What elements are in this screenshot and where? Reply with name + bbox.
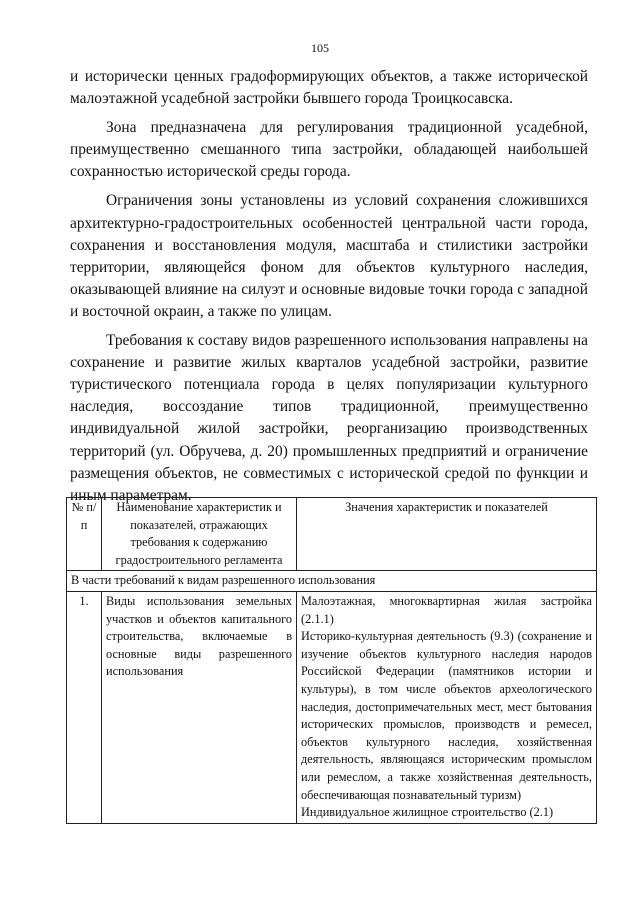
header-name: Наименование характеристик и показателей, отражающих требования к содержанию градостроительного регламента [102,498,297,571]
paragraph-3: Ограничения зоны установлены из условий сохранения сложившихся архитектурно-градостроительных особенностей центральной части города, сохранения и восстановления модуля, масштаба и стилистики застройки территории, являющейся фоном для объектов культурного наследия, оказывающей влияние на силуэт и основные видовые точки города с западной и восточной окраин, а также по улицам. [70,192,588,320]
table-header-row [67,498,597,571]
regulation-table [66,497,597,824]
header-num: № п/п [67,498,102,571]
document-body [70,66,588,514]
page-number: 105 [311,41,329,55]
table-section-row [67,571,597,592]
row-values [297,591,597,823]
paragraph-2: Зона предназначена для регулирования традиционной усадебной, преимущественно смешанного типа застройки, обладающей наибольшей сохранностью исторической среды города. [70,119,588,181]
row-name: Виды использования земельных участков и объектов капитального строительства, включаемые в основные виды разрешенного использования [102,591,297,823]
paragraph-1: и исторически ценных градоформирующих объектов, а также исторической малоэтажной усадебной застройки бывшего города Троицкосавска. [70,68,588,108]
paragraph-4: Требования к составу видов разрешенного использования направлены на сохранение и развитие жилых кварталов усадебной застройки, развитие туристического потенциала города в целях популяризации культурного наследия, воссоздание типов традиционной, преимущественно индивидуальной жилой застройки, реорганизацию производственных территорий (ул. Обручева, д. 20) промышленных предприятий и ограничение размещения объектов, не совместимых с исторической средой по функции и иным параметрам. [70,332,588,504]
header-values: Значения характеристик и показателей [297,498,597,571]
section-title: В части требований к видам разрешенного использования [67,571,597,592]
value-item: Историко-культурная деятельность (9.3) (сохранение и изучение объектов культурного наследия народов Российской Федерации (памятников истории и культуры), в том числе объектов археологического наследия, достопримечательных мест, мест бытования исторических промыслов, производств и ремесел, объектов культурного наследия, хозяйственная деятельность, являющаяся историческим промыслом или ремеслом, а также хозяйственная деятельность, обеспечивающая познавательный туризм) [301,629,592,802]
value-item: Малоэтажная, многоквартирная жилая застройка (2.1.1) [301,593,592,626]
table-row [67,591,597,823]
value-item: Индивидуальное жилищное строительство (2.1) [301,805,554,820]
row-num: 1. [67,591,102,823]
